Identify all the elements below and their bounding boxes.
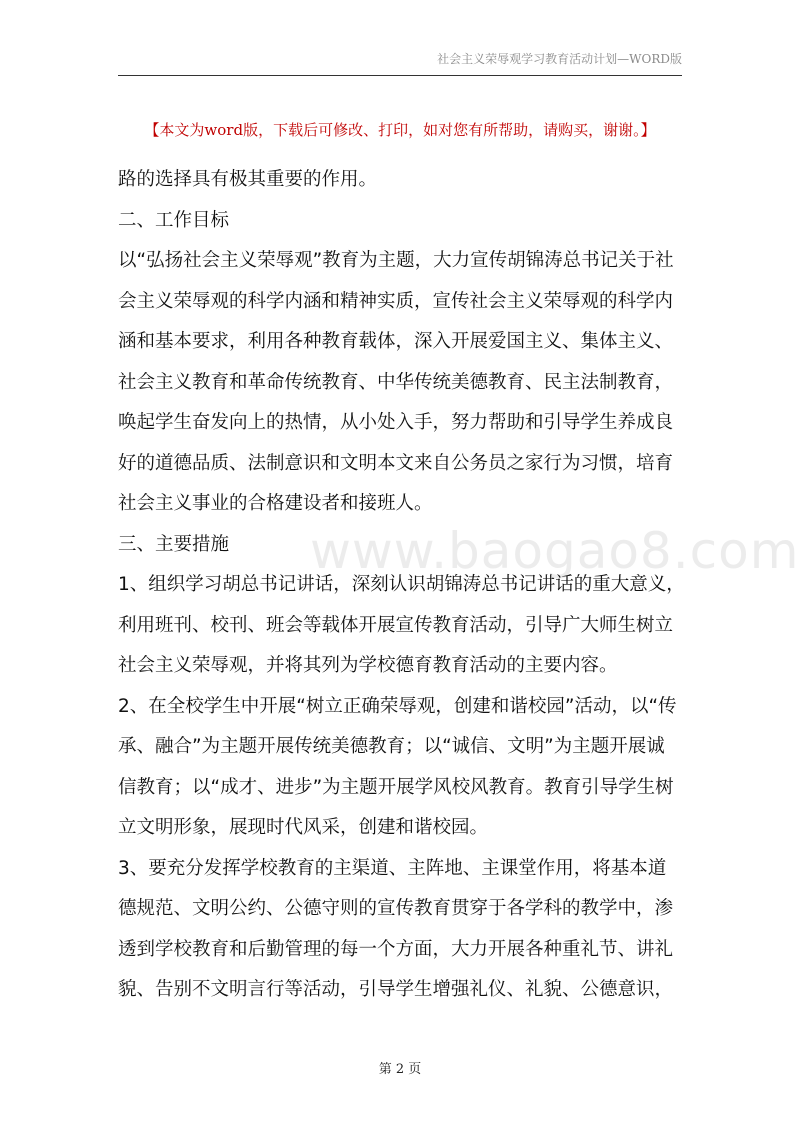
body-line: 社会主义事业的合格建设者和接班人。	[118, 493, 433, 514]
header-divider	[118, 75, 682, 76]
body-line: 路的选择具有极其重要的作用。	[118, 169, 378, 190]
body-line: 信教育；以“成才、进步”为主题开展学风校风教育。教育引导学生树	[118, 776, 674, 798]
body-line: 立文明形象，展现时代风采，创建和谐校园。	[118, 817, 489, 838]
document-body	[118, 160, 683, 1011]
section-heading-goals: 二、工作目标	[118, 209, 230, 231]
body-line: 会主义荣辱观的科学内涵和精神实质，宣传社会主义荣辱观的科学内	[118, 290, 674, 312]
body-line: 好的道德品质、法制意识和文明本文来自公务员之家行为习惯，培育	[118, 452, 674, 474]
running-header: 社会主义荣辱观学习教育活动计划—WORD版	[437, 52, 682, 66]
body-line: 德规范、文明公约、公德守则的宣传教育贯穿于各学科的教学中，渗	[118, 898, 674, 919]
body-line: 3、要充分发挥学校教育的主渠道、主阵地、主课堂作用，将基本道	[118, 857, 667, 879]
body-line: 以“弘扬社会主义荣辱观”教育为主题，大力宣传胡锦涛总书记关于社	[118, 250, 674, 271]
body-line: 2、在全校学生中开展“树立正确荣辱观，创建和谐校园”活动，以“传	[118, 695, 677, 717]
body-line: 承、融合”为主题开展传统美德教育；以“诚信、文明”为主题开展诚	[118, 736, 665, 757]
body-line: 貌、告别不文明言行等活动，引导学生增强礼仪、礼貌、公德意识，	[118, 979, 674, 1000]
body-line: 社会主义教育和革命传统教育、中华传统美德教育、民主法制教育，	[118, 371, 674, 393]
body-line: 涵和基本要求，利用各种教育载体，深入开展爱国主义、集体主义、	[118, 331, 674, 352]
watermark: www.baogao8.com	[310, 522, 800, 580]
body-line: 利用班刊、校刊、班会等载体开展宣传教育活动，引导广大师生树立	[118, 614, 674, 636]
body-line: 1、组织学习胡总书记讲话，深刻认识胡锦涛总书记讲话的重大意义，	[118, 574, 685, 595]
body-line: 唤起学生奋发向上的热情，从小处入手，努力帮助和引导学生养成良	[118, 412, 674, 433]
page-number: 第 2 页	[378, 1062, 422, 1077]
download-notice: 【本文为word版，下载后可修改、打印，如对您有所帮助，请购买，谢谢。】	[144, 121, 656, 139]
body-line: 透到学校教育和后勤管理的每一个方面，大力开展各种重礼节、讲礼	[118, 938, 674, 960]
section-heading-measures: 三、主要措施	[118, 533, 230, 555]
body-line: 社会主义荣辱观，并将其列为学校德育教育活动的主要内容。	[118, 655, 618, 676]
